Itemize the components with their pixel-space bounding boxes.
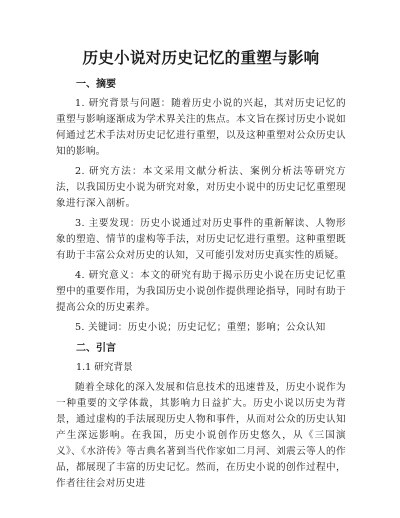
introduction-paragraph: 随着全球化的深入发展和信息技术的迅速普及，历史小说作为一种重要的文学体裁，其影响力日益扩大。历史小说以历史为背景，通过虚构的手法展现历史人物和事件，从而对公众的历史认知产生深远影响。在我国，历史小说创作历史悠久，从《三国演义》、《水浒传》等古典名著到当代作家如二月河、刘震云等人的作品，都展现了丰富的历史记忆。然而，在历史小说的创作过程中，作者往往会对历史进 — [56, 382, 346, 489]
introduction-heading: 二、引言 — [76, 343, 116, 354]
abstract-paragraph-findings: 3. 主要发现：历史小说通过对历史事件的重新解读、人物形象的塑造、情节的虚构等手法，对历史记忆进行重塑。这种重塑既有助于丰富公众对历史的认知，又可能引发对历史真实性的质疑。 — [56, 218, 346, 261]
abstract-paragraph-background: 1. 研究背景与问题：随着历史小说的兴起，其对历史记忆的重塑与影响逐渐成为学术界关注的焦点。本文旨在探讨历史小说如何通过艺术手法对历史记忆进行重塑，以及这种重塑对公众历史认知的影响。 — [56, 98, 346, 157]
abstract-heading: 一、摘要 — [76, 79, 116, 90]
abstract-paragraph-significance: 4. 研究意义：本文的研究有助于揭示历史小说在历史记忆重塑中的重要作用，为我国历史小说创作提供理论指导，同时有助于提高公众的历史素养。 — [56, 270, 346, 313]
abstract-keywords: 5. 关键词：历史小说；历史记忆；重塑；影响；公众认知 — [75, 322, 326, 333]
research-background-subheading: 1.1 研究背景 — [76, 362, 133, 373]
abstract-paragraph-methods: 2. 研究方法：本文采用文献分析法、案例分析法等研究方法，以我国历史小说为研究对象，对历史小说中的历史记忆重塑现象进行深入剖析。 — [56, 166, 346, 209]
abstract-section — [56, 77, 346, 336]
document-title: 历史小说对历史记忆的重塑与影响 — [82, 49, 320, 67]
introduction-section — [56, 341, 346, 492]
